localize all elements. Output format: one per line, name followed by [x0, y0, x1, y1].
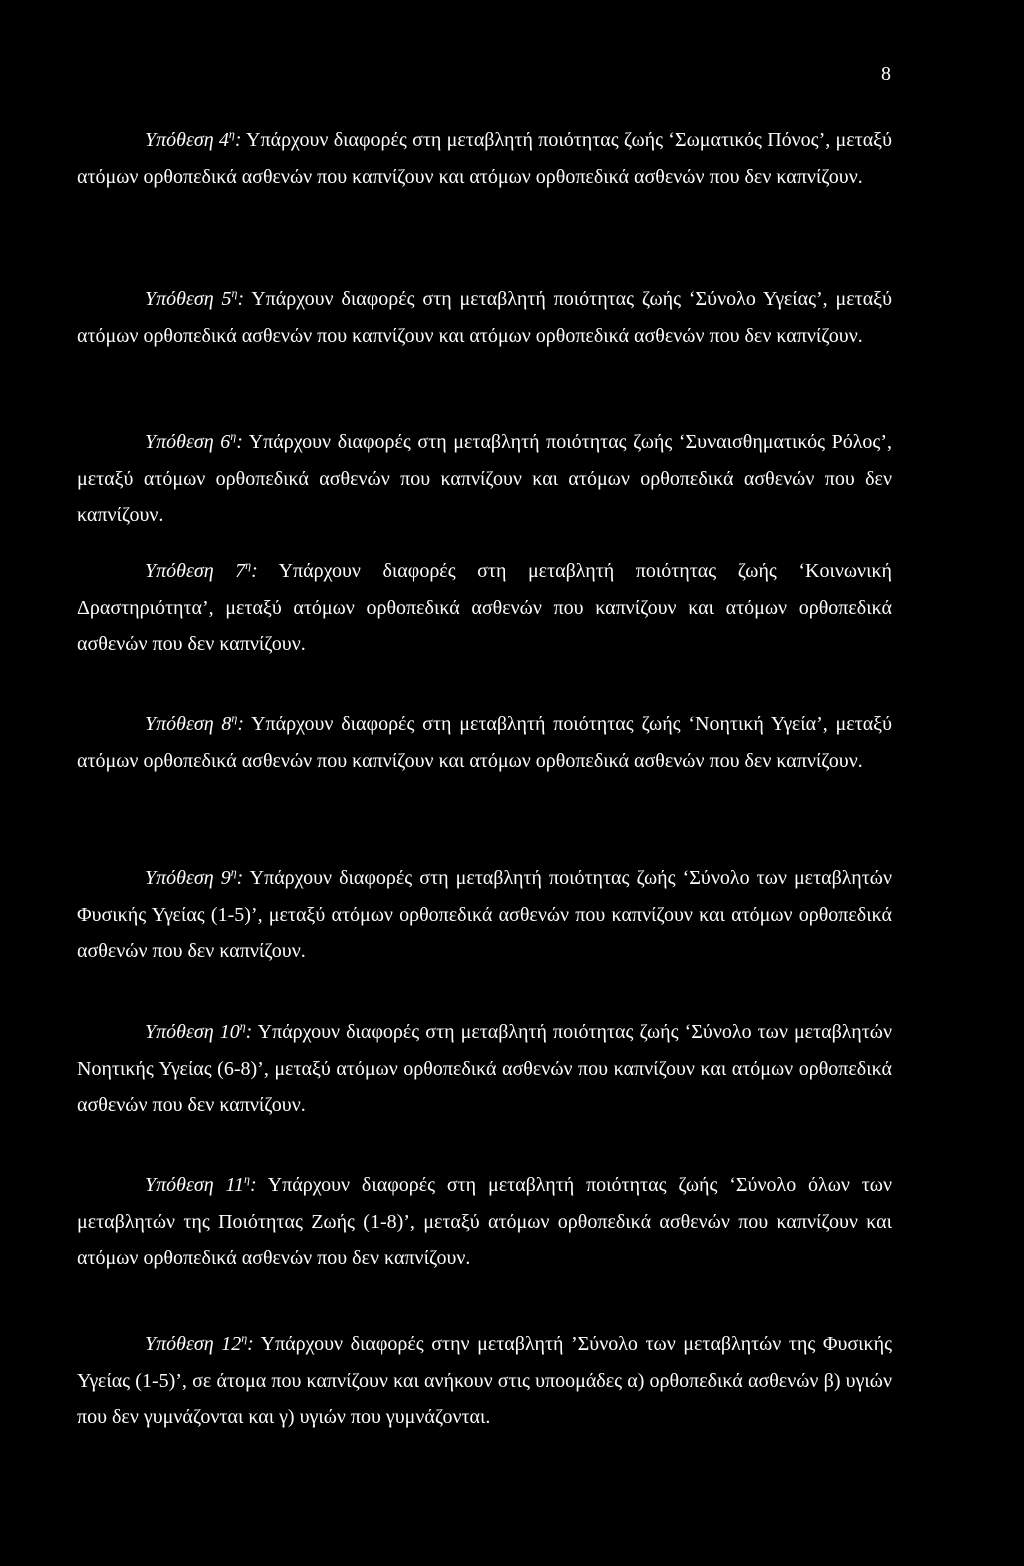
hypothesis-text: Υπάρχουν διαφορές στην μεταβλητή ’Σύνολο των μεταβλητών της Φυσικής Υγείας (1-5)’, σε άτομα που καπνίζουν και ανήκουν στις υποομάδες α) ορθοπεδικά ασθενών β) υγιών που δεν γυμνάζονται και γ) υγιών που γυμνάζονται.	[77, 1333, 893, 1428]
hypothesis-8	[77, 706, 892, 779]
hypothesis-label: Υπόθεση $4^\eta$:	[145, 127, 242, 151]
hypothesis-label: Υπόθεση $9^\eta$:	[145, 865, 244, 889]
hypothesis-text: Υπάρχουν διαφορές στη μεταβλητή ποιότητας ζωής ‘Σύνολο Υγείας’, μεταξύ ατόμων ορθοπεδικά ασθενών που καπνίζουν και ατόμων ορθοπεδικά ασθενών που δεν καπνίζουν.	[77, 288, 892, 347]
hypothesis-label: Υπόθεση $7^\eta$:	[145, 558, 258, 582]
hypothesis-11	[77, 1167, 892, 1277]
hypothesis-label: Υπόθεση $5^\eta$:	[145, 286, 245, 310]
page-number: 8	[881, 63, 891, 85]
hypothesis-text: Υπάρχουν διαφορές στη μεταβλητή ποιότητας ζωής ‘Σύνολο όλων των μεταβλητών της Ποιότητας Ζωής (1-8)’, μεταξύ ατόμων ορθοπεδικά ασθενών που καπνίζουν και ατόμων ορθοπεδικά ασθενών που δεν καπνίζουν.	[77, 1174, 892, 1269]
hypothesis-text: Υπάρχουν διαφορές στη μεταβλητή ποιότητας ζωής ‘Νοητική Υγεία’, μεταξύ ατόμων ορθοπεδικά ασθενών που καπνίζουν και ατόμων ορθοπεδικά ασθενών που δεν καπνίζουν.	[77, 713, 892, 772]
hypothesis-text: Υπάρχουν διαφορές στη μεταβλητή ποιότητας ζωής ‘Σύνολο των μεταβλητών Φυσικής Υγείας (1-5)’, μεταξύ ατόμων ορθοπεδικά ασθενών που καπνίζουν και ατόμων ορθοπεδικά ασθενών που δεν καπνίζουν.	[77, 867, 892, 962]
hypothesis-text: Υπάρχουν διαφορές στη μεταβλητή ποιότητας ζωής ‘Σύνολο των μεταβλητών Νοητικής Υγείας (6-8)’, μεταξύ ατόμων ορθοπεδικά ασθενών που καπνίζουν και ατόμων ορθοπεδικά ασθενών που δεν καπνίζουν.	[77, 1021, 892, 1116]
hypothesis-5	[77, 281, 892, 354]
hypothesis-6	[77, 424, 892, 534]
hypothesis-text: Υπάρχουν διαφορές στη μεταβλητή ποιότητας ζωής ‘Σωματικός Πόνος’, μεταξύ ατόμων ορθοπεδικά ασθενών που καπνίζουν και ατόμων ορθοπεδικά ασθενών που δεν καπνίζουν.	[77, 129, 892, 188]
hypothesis-10	[77, 1014, 892, 1124]
hypothesis-7	[77, 553, 892, 663]
hypothesis-12	[77, 1326, 892, 1436]
hypothesis-4	[77, 122, 892, 195]
hypothesis-label: Υπόθεση $11^\eta$:	[145, 1172, 257, 1196]
hypothesis-text: Υπάρχουν διαφορές στη μεταβλητή ποιότητας ζωής ‘Κοινωνική Δραστηριότητα’, μεταξύ ατόμων ορθοπεδικά ασθενών που καπνίζουν και ατόμων ορθοπεδικά ασθενών που δεν καπνίζουν.	[77, 560, 892, 655]
hypothesis-text: Υπάρχουν διαφορές στη μεταβλητή ποιότητας ζωής ‘Συναισθηματικός Ρόλος’, μεταξύ ατόμων ορθοπεδικά ασθενών που καπνίζουν και ατόμων ορθοπεδικά ασθενών που δεν καπνίζουν.	[77, 431, 892, 526]
hypothesis-label: Υπόθεση $12^\eta$:	[145, 1331, 254, 1355]
hypothesis-label: Υπόθεση $10^\eta$:	[145, 1019, 253, 1043]
hypothesis-9	[77, 860, 892, 970]
hypothesis-label: Υπόθεση $6^\eta$:	[145, 429, 243, 453]
hypothesis-label: Υπόθεση $8^\eta$:	[145, 711, 245, 735]
